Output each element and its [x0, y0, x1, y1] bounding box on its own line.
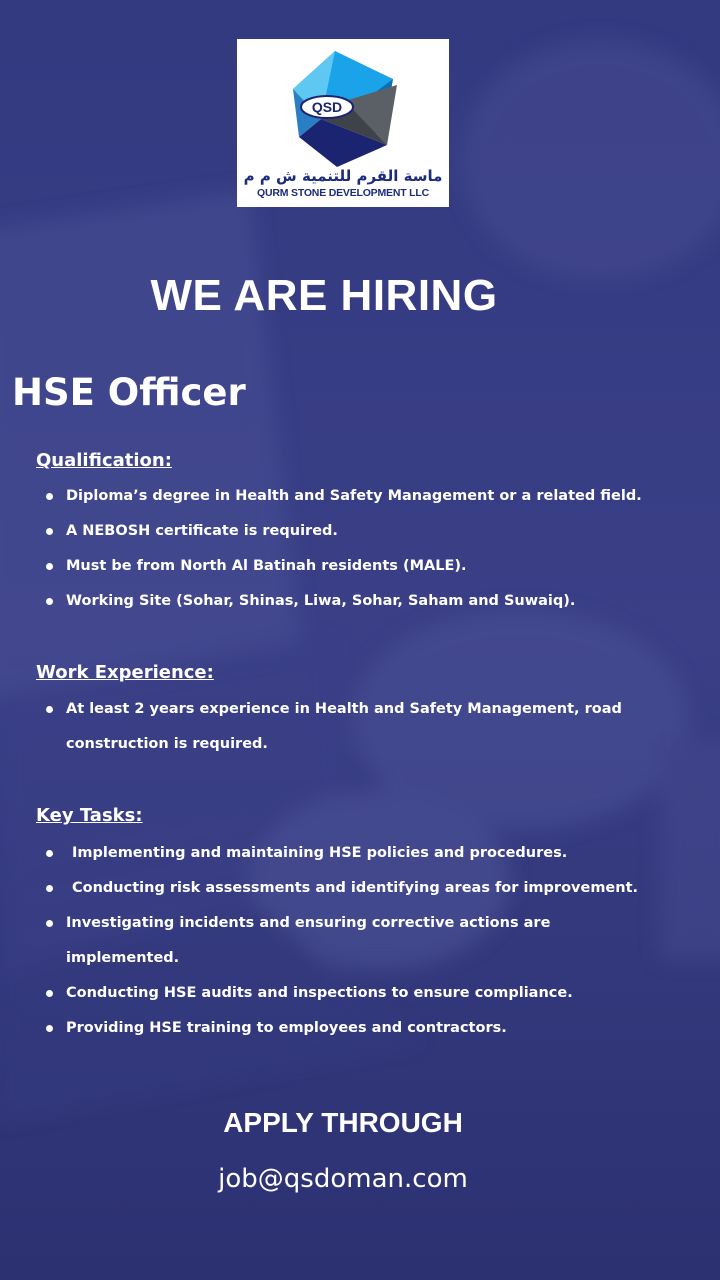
list-item: Must be from North Al Batinah residents (MALE). — [36, 549, 706, 584]
list-item: At least 2 years experience in Health and Safety Management, road construction is required. — [36, 692, 686, 762]
list-item: Conducting HSE audits and inspections to ensure compliance. — [36, 976, 636, 1011]
list-item: Providing HSE training to employees and contractors. — [36, 1011, 636, 1046]
list-item: A NEBOSH certificate is required. — [36, 514, 706, 549]
qualification-heading: Qualification: — [36, 450, 172, 471]
logo-english-name: QURM STONE DEVELOPMENT LLC — [257, 187, 429, 199]
list-item: Investigating incidents and ensuring corrective actions are implemented. — [36, 906, 636, 976]
qualification-list — [36, 479, 706, 619]
work-experience-list — [36, 692, 686, 762]
company-logo — [237, 39, 449, 207]
list-item: Conducting risk assessments and identifying areas for improvement. — [36, 871, 636, 906]
key-tasks-list — [36, 836, 639, 1046]
list-item: Working Site (Sohar, Shinas, Liwa, Sohar, Saham and Suwaiq). — [36, 584, 706, 619]
headline: WE ARE HIRING — [150, 271, 498, 320]
list-item: Diploma’s degree in Health and Safety Management or a related field. — [36, 479, 706, 514]
logo-mark-text: QSD — [311, 99, 343, 115]
list-item: Implementing and maintaining HSE policies and procedures. — [36, 836, 636, 871]
contact-email[interactable]: job@qsdoman.com — [218, 1164, 468, 1194]
qsd-diamond-icon — [287, 49, 399, 173]
job-title: HSE Officer — [12, 371, 246, 414]
logo-arabic-name: ماسة القرم للتنمية ش م م — [243, 167, 443, 185]
key-tasks-heading: Key Tasks: — [36, 805, 143, 826]
work-experience-heading: Work Experience: — [36, 662, 214, 683]
apply-through-label: APPLY THROUGH — [223, 1107, 463, 1138]
